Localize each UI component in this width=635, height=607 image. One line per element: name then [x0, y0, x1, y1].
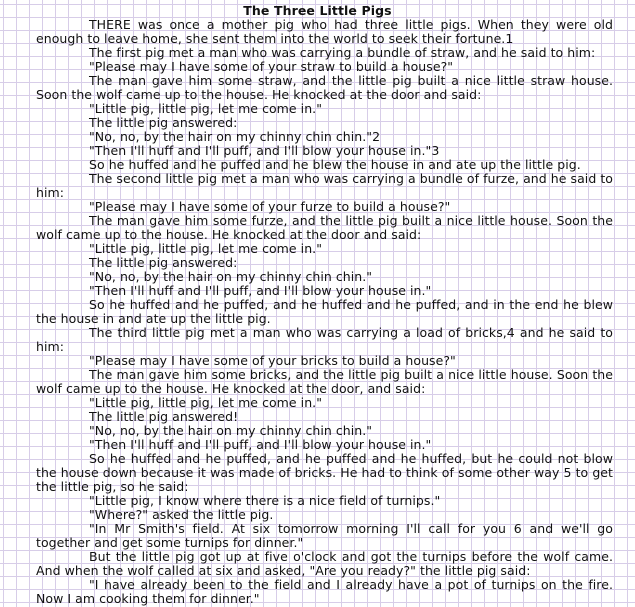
paragraph: The man gave him some bricks, and the little pig built a nice little house. Soon the wolf came up to the house. He knocked at the door, and said:	[36, 367, 613, 396]
paragraph: So he huffed and he puffed, and he huffed and he puffed, and in the end he blew the house in and ate up the little pig.	[36, 297, 613, 326]
paragraph: The man gave him some furze, and the little pig built a nice little house. Soon the wolf came up to the house. He knocked at the door and said:	[36, 213, 613, 242]
paragraph: "No, no, by the hair on my chinny chin chin."2	[89, 129, 381, 144]
paragraph: "Little pig, little pig, let me come in."	[89, 395, 322, 410]
paragraph: "Little pig, little pig, let me come in."	[89, 241, 322, 256]
paragraph: "Please may I have some of your bricks to build a house?"	[89, 353, 456, 368]
paragraph: "I have already been to the field and I already have a pot of turnips on the fire. Now I am cooking them for dinner."	[36, 577, 613, 606]
paragraph: The third little pig met a man who was carrying a load of bricks,4 and he said to him:	[36, 325, 613, 354]
paragraph: The second little pig met a man who was carrying a bundle of furze, and he said to him:	[36, 171, 613, 200]
paragraph: "Please may I have some of your furze to build a house?"	[89, 199, 451, 214]
paragraph: The man gave him some straw, and the little pig built a nice little straw house. Soon the wolf came up to the house. He knocked at the door and said:	[36, 73, 613, 102]
paragraph: So he huffed and he puffed, and he puffed and he huffed, but he could not blow the house down because it was made of bricks. He had to think of some other way 5 to get the little pig, so he said:	[36, 451, 613, 494]
paragraph: "Little pig, I know where there is a nice field of turnips."	[89, 493, 441, 508]
paragraph: "No, no, by the hair on my chinny chin chin."	[89, 423, 373, 438]
document-title: The Three Little Pigs	[243, 3, 392, 18]
paragraph: "Then I'll huff and I'll puff, and I'll blow your house in."3	[89, 143, 440, 158]
paragraph: So he huffed and he puffed and he blew the house in and ate up the little pig.	[89, 157, 581, 172]
paragraph: The little pig answered:	[89, 115, 238, 130]
paragraph: "Where?" asked the little pig.	[89, 507, 274, 522]
document-body	[0, 18, 635, 606]
paragraph: But the little pig got up at five o'clock and got the turnips before the wolf came. And when the wolf called at six and asked, "Are you ready?" the little pig said:	[36, 549, 613, 578]
paragraph: "Then I'll huff and I'll puff, and I'll blow your house in."	[89, 437, 432, 452]
paragraph: THERE was once a mother pig who had three little pigs. When they were old enough to leave home, she sent them into the world to seek their fortune.1	[36, 17, 613, 46]
paragraph: "Please may I have some of your straw to build a house?"	[89, 59, 454, 74]
paragraph: "Then I'll huff and I'll puff, and I'll blow your house in."	[89, 283, 432, 298]
paragraph: "No, no, by the hair on my chinny chin chin."	[89, 269, 373, 284]
paragraph: "Little pig, little pig, let me come in."	[89, 101, 322, 116]
paragraph: The little pig answered!	[89, 409, 239, 424]
paragraph: The first pig met a man who was carrying a bundle of straw, and he said to him:	[89, 45, 596, 60]
paragraph: "In Mr Smith's field. At six tomorrow morning I'll call for you 6 and we'll go together and get some turnips for dinner."	[36, 521, 613, 550]
paragraph: The little pig answered:	[89, 255, 238, 270]
